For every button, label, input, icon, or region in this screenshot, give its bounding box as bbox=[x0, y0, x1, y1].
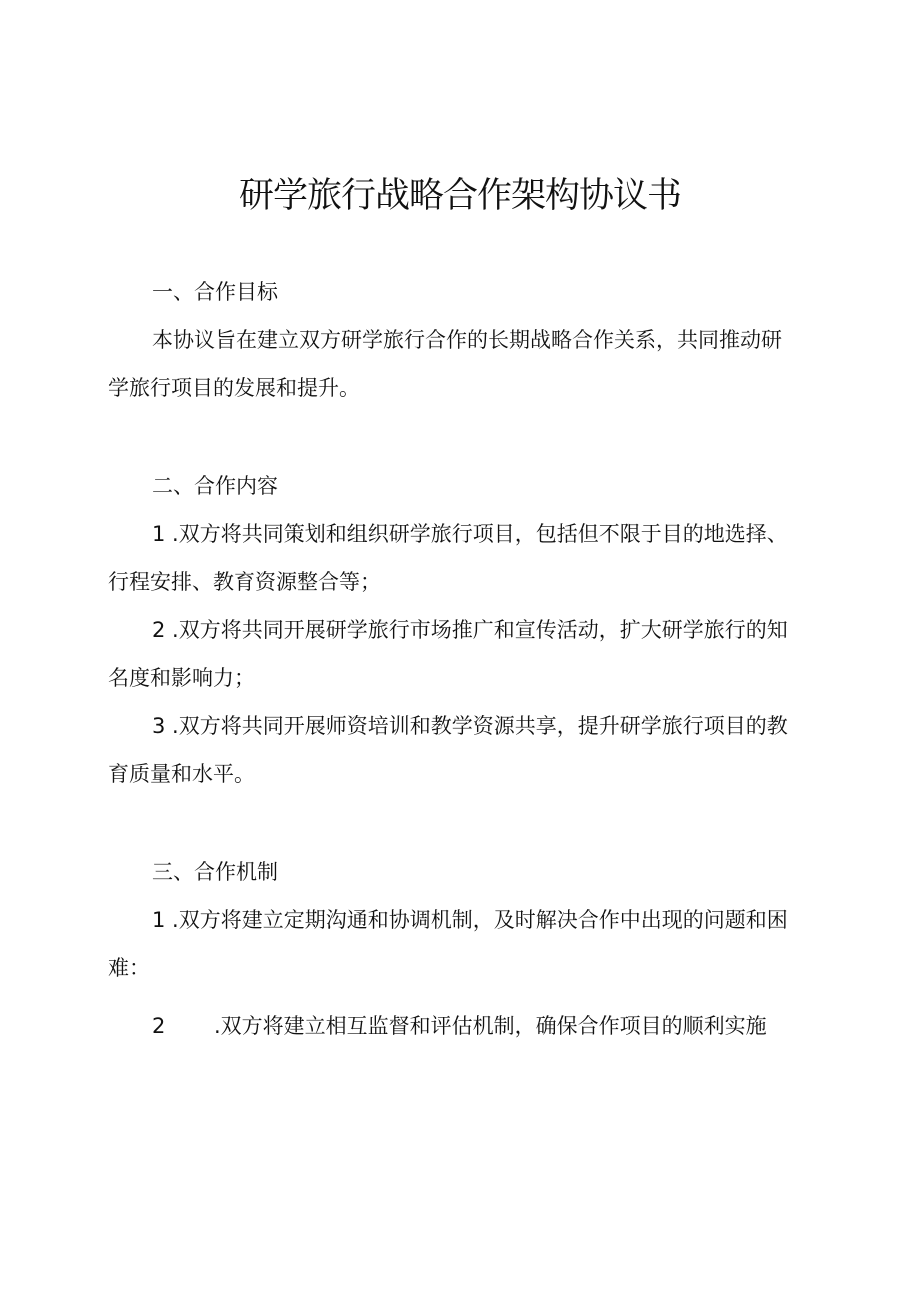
paragraph-line: 学旅行项目的发展和提升。 bbox=[108, 376, 360, 400]
list-item-line: 行程安排、教育资源整合等； bbox=[108, 570, 381, 594]
list-item-line: 2 .双方将共同开展研学旅行市场推广和宣传活动，扩大研学旅行的知 bbox=[152, 618, 788, 642]
list-item-line: 名度和影响力； bbox=[108, 666, 255, 690]
list-item-line: 1 .双方将共同策划和组织研学旅行项目，包括但不限于目的地选择、 bbox=[152, 522, 788, 546]
list-item-line: 难： bbox=[108, 956, 150, 980]
section-heading-mechanism: 三、合作机制 bbox=[152, 860, 278, 884]
list-item-line: 育质量和水平。 bbox=[108, 762, 255, 786]
section-heading-goals: 一、合作目标 bbox=[152, 280, 278, 304]
list-item-last bbox=[152, 1011, 767, 1041]
list-item-text: .双方将建立相互监督和评估机制，确保合作项目的顺利实施 bbox=[214, 1014, 767, 1038]
list-item-line: 3 .双方将共同开展师资培训和教学资源共享，提升研学旅行项目的教 bbox=[152, 714, 788, 738]
list-item-line: 1 .双方将建立定期沟通和协调机制，及时解决合作中出现的问题和困 bbox=[152, 908, 788, 932]
section-heading-content: 二、合作内容 bbox=[152, 474, 278, 498]
list-item-number: 2 bbox=[152, 1014, 166, 1038]
document-title: 研学旅行战略合作架构协议书 bbox=[238, 176, 681, 216]
paragraph-line: 本协议旨在建立双方研学旅行合作的长期战略合作关系，共同推动研 bbox=[152, 328, 782, 352]
